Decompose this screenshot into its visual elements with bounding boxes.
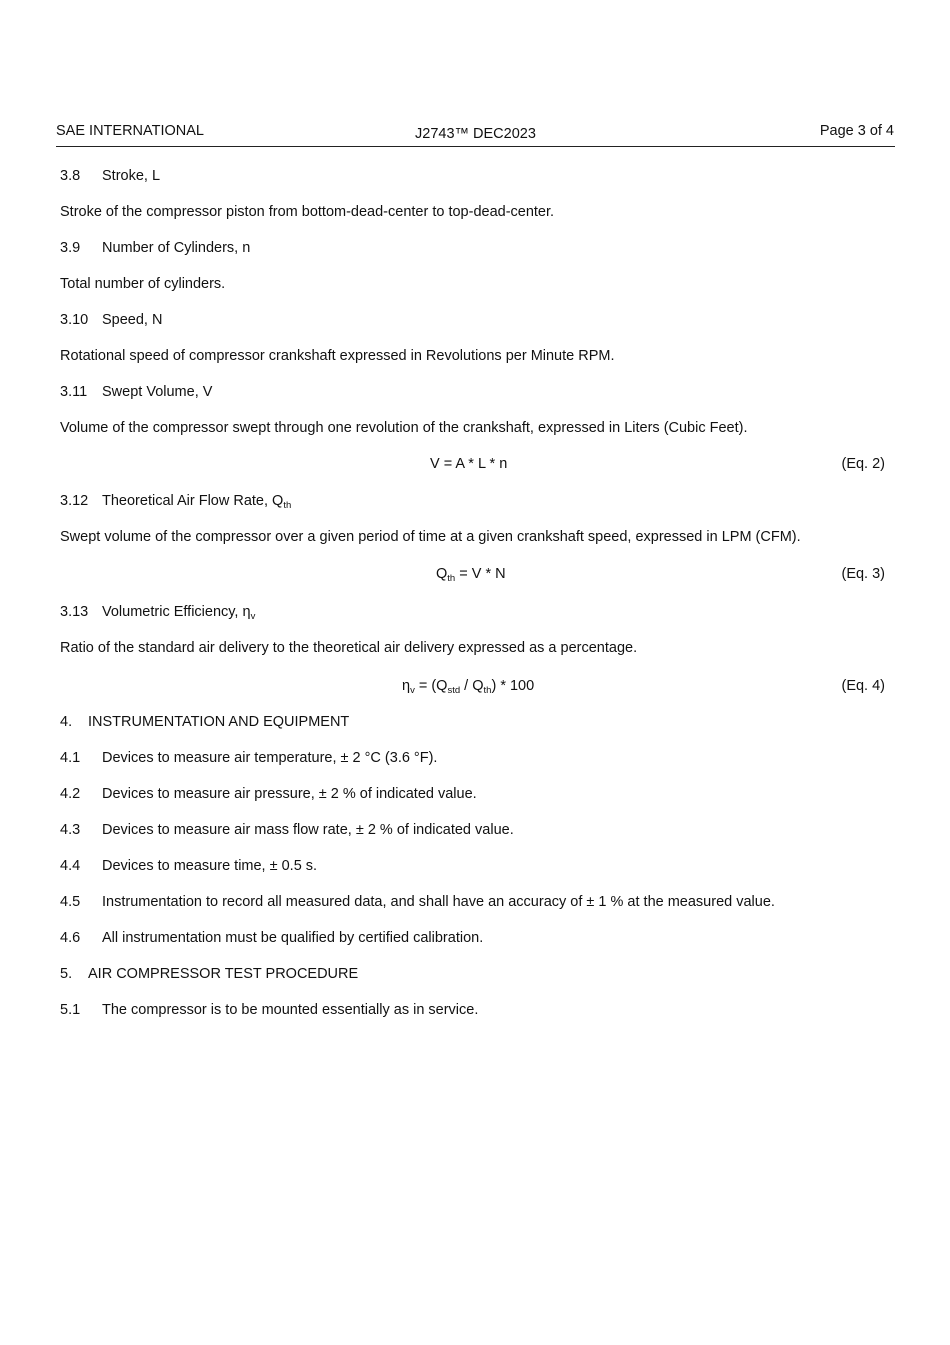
list-item-4-1: [60, 750, 437, 766]
subscript: th: [483, 685, 492, 696]
subscript: std: [447, 685, 461, 696]
section-3-10-body: Rotational speed of compressor crankshaft expressed in Revolutions per Minute RPM.: [60, 348, 615, 364]
eq-rest: = V * N: [455, 566, 506, 582]
eq-part: / Q: [460, 678, 484, 694]
section-3-11-heading: [60, 384, 212, 400]
item-number: 4.1: [60, 750, 81, 766]
eq-part: = (Q: [414, 678, 448, 694]
list-item-4-4: [60, 858, 317, 874]
section-4-heading: [60, 714, 349, 730]
item-text: Instrumentation to record all measured data, and shall have an accuracy of ± 1 % at the measured value.: [102, 894, 775, 910]
section-3-13-body: Ratio of the standard air delivery to the theoretical air delivery expressed as a percentage.: [60, 640, 638, 656]
eq-symbol: Q: [436, 566, 448, 582]
section-number: 3.10: [60, 312, 89, 328]
item-number: 4.6: [60, 930, 81, 946]
item-number: 5.1: [60, 1002, 81, 1018]
page-header: [56, 122, 895, 147]
section-number: 5.: [60, 966, 73, 982]
section-3-11-body: Volume of the compressor swept through one revolution of the crankshaft, expressed in Liters (Cubic Feet).: [60, 420, 748, 436]
section-number: 3.12: [60, 493, 89, 509]
eq-part: ) * 100: [491, 678, 535, 694]
item-text: The compressor is to be mounted essentially as in service.: [102, 1002, 479, 1018]
section-title: Speed, N: [102, 312, 163, 328]
section-title: Theoretical Air Flow Rate, Q: [102, 493, 284, 509]
list-item-4-6: [60, 930, 483, 946]
section-title: Volumetric Efficiency, η: [102, 604, 251, 620]
equation-2-label: (Eq. 2): [841, 456, 885, 472]
item-text: All instrumentation must be qualified by certified calibration.: [102, 930, 484, 946]
section-number: 3.13: [60, 604, 89, 620]
subscript: th: [283, 500, 292, 511]
item-text: Devices to measure air pressure, ± 2 % of indicated value.: [102, 786, 477, 802]
equation-3-label: (Eq. 3): [841, 566, 885, 582]
eq-symbol: η: [402, 678, 411, 694]
section-title: INSTRUMENTATION AND EQUIPMENT: [88, 714, 350, 730]
equation-4: [402, 678, 534, 694]
section-5-heading: [60, 966, 358, 982]
item-text: Devices to measure air temperature, ± 2 °C (3.6 °F).: [102, 750, 438, 766]
section-number: 3.11: [60, 384, 88, 400]
section-number: 4.: [60, 714, 73, 730]
item-number: 4.4: [60, 858, 81, 874]
item-text: Devices to measure air mass flow rate, ± 2 % of indicated value.: [102, 822, 514, 838]
section-number: 3.8: [60, 168, 81, 184]
section-3-9-body: Total number of cylinders.: [60, 276, 226, 292]
item-number: 4.3: [60, 822, 81, 838]
section-3-10-heading: [60, 312, 162, 328]
equation-3: [436, 566, 506, 582]
subscript: v: [410, 685, 415, 696]
item-number: 4.5: [60, 894, 81, 910]
item-number: 4.2: [60, 786, 81, 802]
subscript: th: [447, 573, 456, 584]
section-3-13-heading: [60, 604, 255, 620]
list-item-5-1: [60, 1002, 478, 1018]
section-title: Swept Volume, V: [102, 384, 213, 400]
list-item-4-5: [60, 894, 775, 910]
section-title: Stroke, L: [102, 168, 161, 184]
section-title: AIR COMPRESSOR TEST PROCEDURE: [88, 966, 359, 982]
list-item-4-2: [60, 786, 477, 802]
header-page-number: Page 3 of 4: [819, 123, 894, 139]
section-3-8-heading: [60, 168, 160, 184]
section-title: Number of Cylinders, n: [102, 240, 251, 256]
equation-2: V = A * L * n: [430, 456, 508, 472]
item-text: Devices to measure time, ± 0.5 s.: [102, 858, 318, 874]
section-number: 3.9: [60, 240, 81, 256]
section-3-9-heading: [60, 240, 250, 256]
list-item-4-3: [60, 822, 514, 838]
subscript: v: [250, 611, 256, 622]
section-3-12-body: Swept volume of the compressor over a given period of time at a given crankshaft speed, expressed in LPM (CFM).: [60, 529, 801, 545]
section-3-8-body: Stroke of the compressor piston from bottom-dead-center to top-dead-center.: [60, 204, 555, 220]
section-3-12-heading: [60, 493, 291, 509]
equation-4-label: (Eq. 4): [841, 678, 885, 694]
header-organization: SAE INTERNATIONAL: [56, 123, 204, 139]
header-document-id: J2743™ DEC2023: [415, 126, 536, 142]
